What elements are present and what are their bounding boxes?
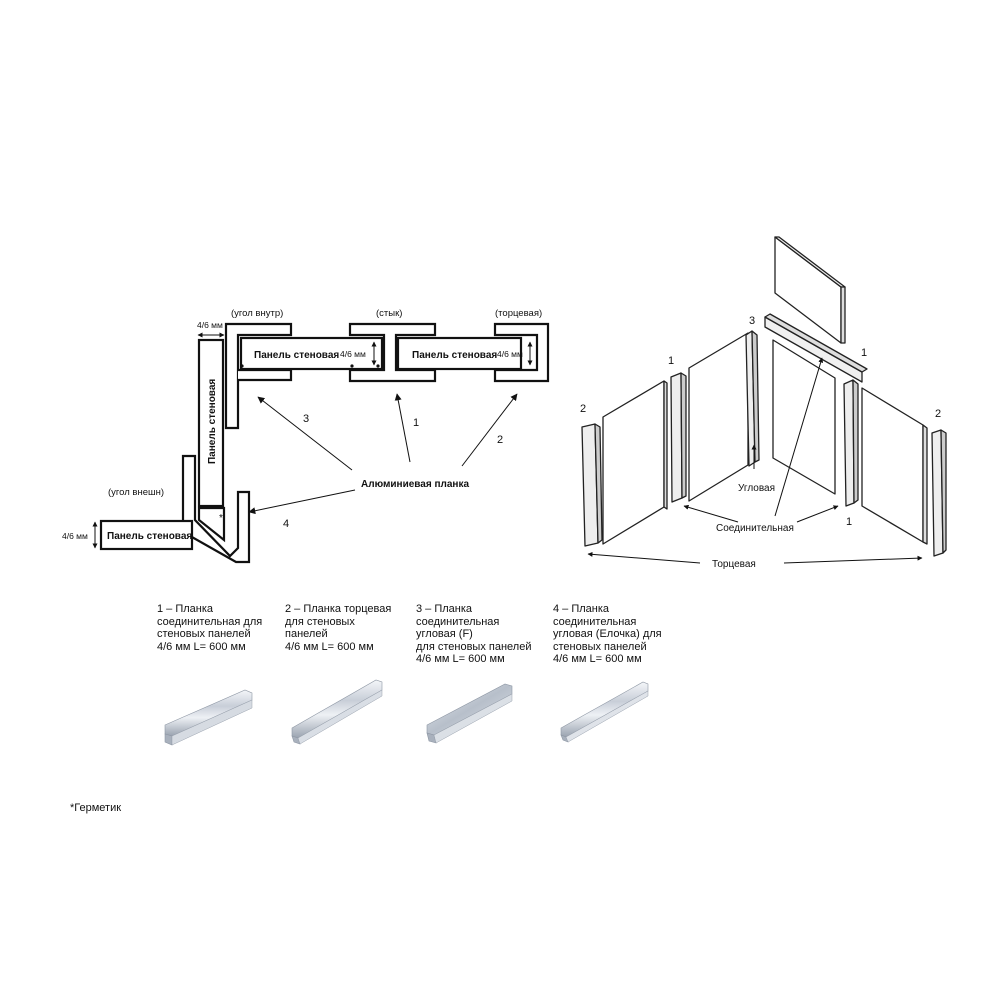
callout-4: 4: [283, 518, 290, 530]
product-photo-1: [165, 690, 252, 745]
callout-2: 2: [497, 434, 504, 446]
outer-corner-profile: [101, 456, 249, 562]
thickness-outer-corner: 4/6 мм: [62, 531, 88, 541]
product-photo-2: [292, 680, 382, 744]
product-caption-3: 3 – Планка соединительная угловая (F) для стеновых панелей 4/6 мм L= 600 мм: [416, 603, 532, 665]
callout-3: 3: [303, 413, 310, 425]
panel-label-vertical: Панель стеновая: [207, 378, 218, 464]
assembly-num-1-top: 1: [861, 347, 868, 359]
panel-label-outer: Панель стеновая: [107, 531, 193, 542]
assembly-label-corner: Угловая: [738, 483, 776, 494]
label-inner-corner: (угол внутр): [231, 308, 284, 319]
label-joint: (стык): [376, 308, 403, 319]
exploded-assembly: [582, 237, 946, 556]
panel-label-inner: Панель стеновая: [254, 350, 340, 361]
label-end: (торцевая): [495, 308, 543, 319]
product-caption-2: 2 – Планка торцевая для стеновых панелей 4/6 мм L= 600 мм: [285, 603, 392, 653]
assembly-num-1-right: 1: [846, 516, 853, 528]
callout-1: 1: [413, 417, 420, 429]
panel-label-joint: Панель стеновая: [412, 350, 498, 361]
sealant-mark: *: [219, 513, 223, 524]
thickness-joint: 4/6 мм: [340, 349, 366, 359]
assembly-num-2-left: 2: [580, 403, 587, 415]
assembly-num-1-left: 1: [668, 355, 675, 367]
product-photo-3: [427, 684, 512, 743]
thickness-end: 4/6 мм: [497, 349, 523, 359]
aluminium-strip-label: Алюминиевая планка: [361, 479, 470, 490]
assembly-num-2-right: 2: [935, 408, 942, 420]
assembly-label-connecting: Соединительная: [716, 523, 794, 534]
product-caption-4: 4 – Планка соединительная угловая (Елочка) для стеновых панелей 4/6 мм L= 600 мм: [553, 603, 662, 665]
footnote-sealant: *Герметик: [70, 802, 122, 814]
thickness-inner-corner: 4/6 мм: [197, 320, 223, 330]
product-caption-1: 1 – Планка соединительная для стеновых панелей 4/6 мм L= 600 мм: [157, 603, 263, 653]
assembly-num-3: 3: [749, 315, 756, 327]
callout-arrows: [249, 394, 517, 512]
label-outer-corner: (угол внешн): [108, 487, 165, 498]
assembly-label-end: Торцевая: [712, 559, 756, 570]
product-photo-4: [561, 682, 648, 742]
